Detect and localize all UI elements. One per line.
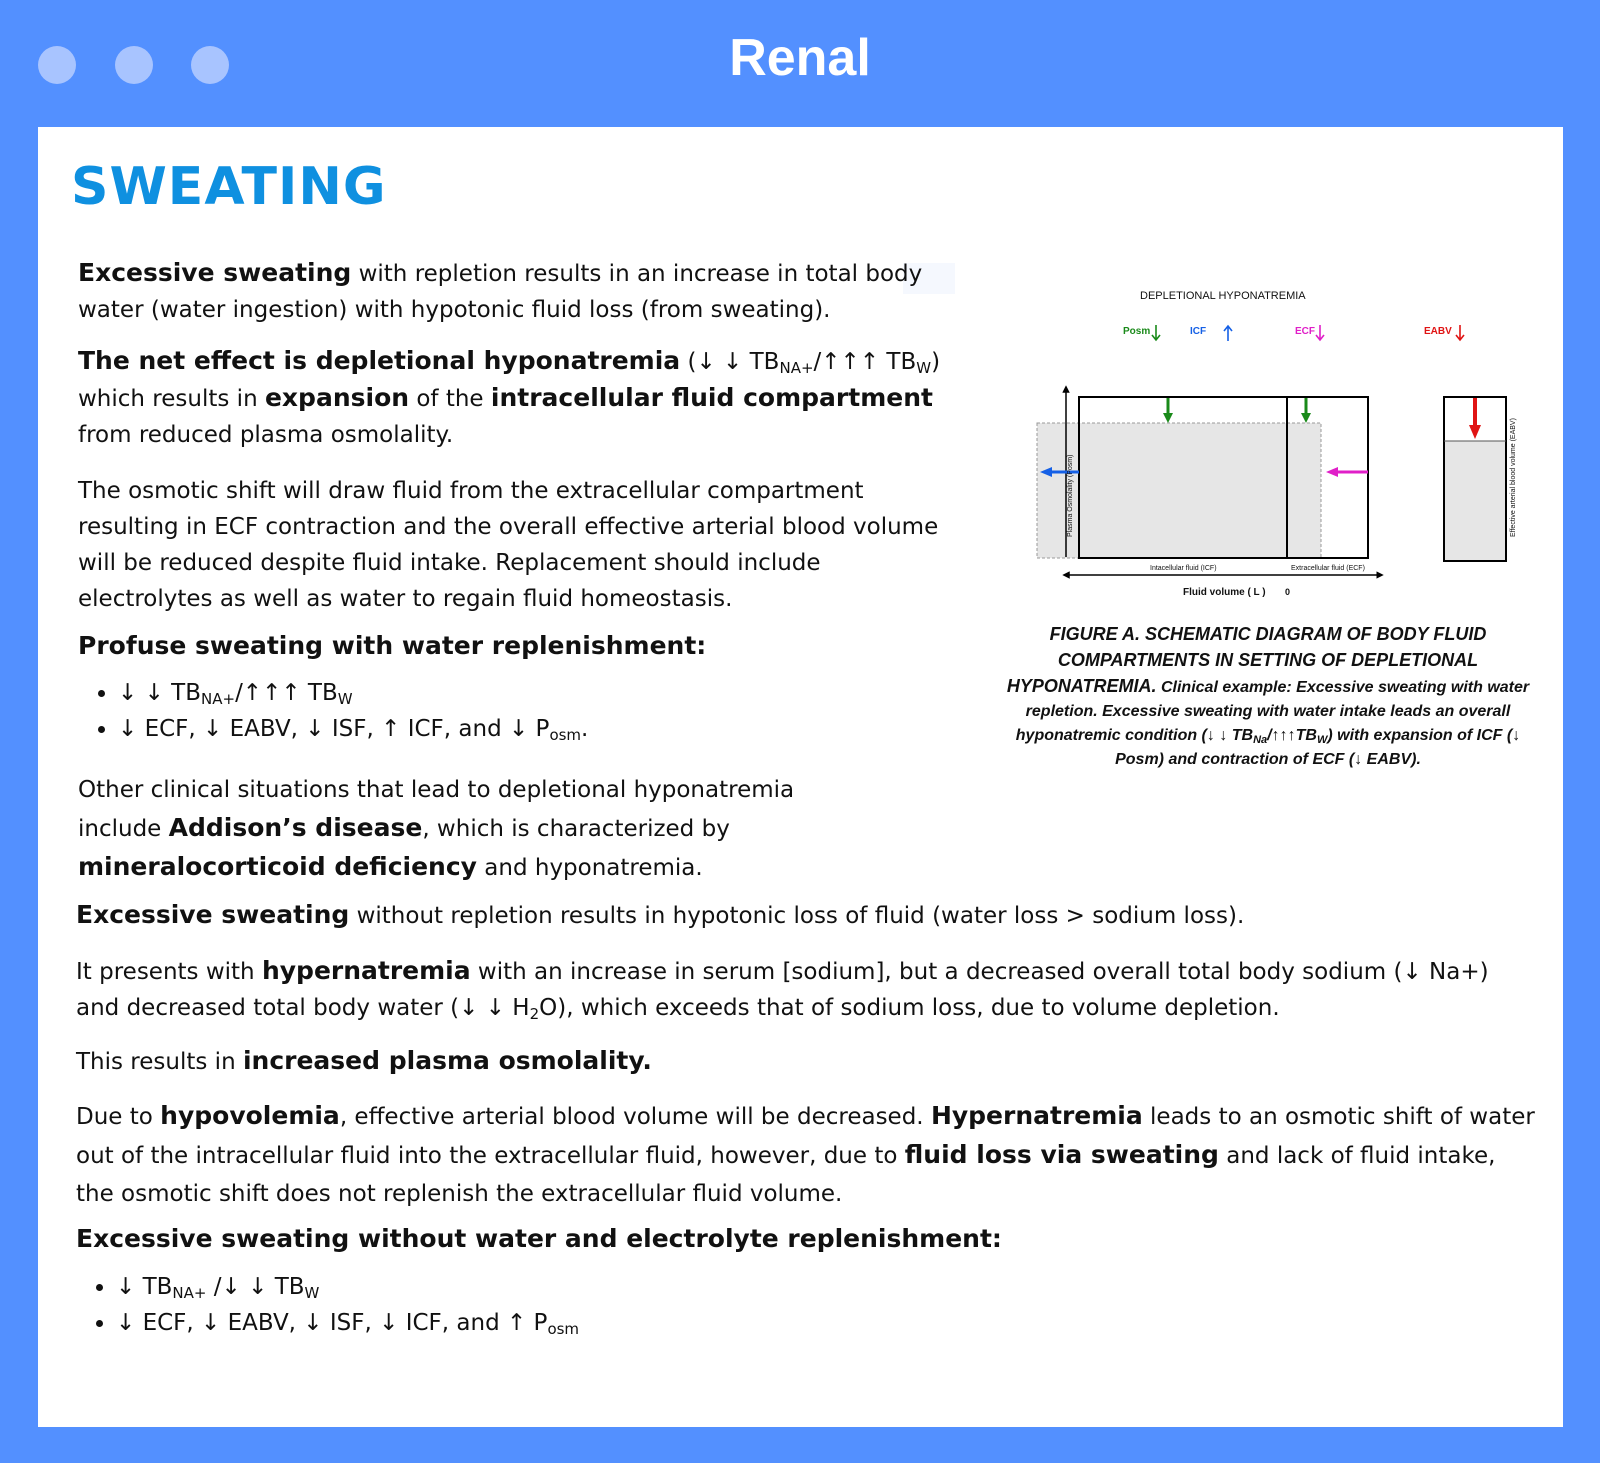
page-title: SWEATING <box>71 157 387 217</box>
eabv-fill <box>1445 441 1505 560</box>
indicator-posm: Posm <box>1123 326 1151 337</box>
arrow-left-icon <box>1326 467 1338 477</box>
paragraph-osmotic-shift: The osmotic shift will draw fluid from the extracellular compartment resulting in ECF contraction and the overall effective arterial blood volume will be reduced despite fluid intake. Replacement should include electrolytes as well as water to regain fluid homeostasis. <box>78 478 939 612</box>
arrow-up-icon <box>1224 326 1232 341</box>
list-item: • ↓ ↓ $TB_{NA+}/↑↑↑$ $TB_W$ <box>118 675 588 711</box>
arrow-down-icon <box>1456 325 1464 340</box>
window-title: Renal <box>729 29 871 87</box>
window-titlebar <box>0 0 1600 127</box>
figure-depletional-hyponatremia <box>998 277 1538 637</box>
paragraph-net-effect: The net effect is depletional hyponatremia (↓ ↓ $TB_{NA+}/↑↑↑$ $TB_W$) which results in expansion of the intracellular fluid compartment from reduced plasma osmolality. <box>78 346 941 448</box>
paragraph-plasma-osmolality: This results in increased plasma osmolality. <box>76 1046 652 1075</box>
figure-caption: FIGURE A. SCHEMATIC DIAGRAM OF BODY FLUID COMPARTMENTS IN SETTING OF DEPLETIONAL HYPONATREMIA. Clinical example: Excessive sweating with water repletion. Excessive sweating with water intake leads an overall hyponatremic condition (↓ ↓ $TB_{Na}/↑↑↑TB_W$) with expansion of ICF (↓ Posm) and contraction of ECF (↓ EABV). <box>1006 624 1530 768</box>
icf-label: Intacellular fluid (ICF) <box>1150 565 1217 572</box>
y-axis-label: Plasma Osmolality (Posm) <box>1067 454 1074 537</box>
bullet-list-no-replenishment <box>76 1269 579 1341</box>
x-axis-label: Fluid volume ( L ) <box>1183 587 1266 598</box>
arrow-down-icon <box>1163 413 1173 423</box>
paragraph-repletion: Excessive sweating with repletion results in an increase in total body water (water ingestion) with hypotonic fluid loss (from sweating). <box>78 258 923 323</box>
paragraph-hypernatremia: It presents with hypernatremia with an increase in serum [sodium], but a decreased overall total body sodium (↓ Na+) and decreased total body water (↓ ↓ $H_2O$), which exceeds that of sodium loss, due to volume depletion. <box>76 956 1489 1023</box>
indicator-eabv: EABV <box>1424 326 1452 337</box>
list-item: • ↓ ECF, ↓ EABV, ↓ ISF, ↑ ICF, and ↓ $P_{osm}$. <box>118 711 588 747</box>
list-item: • ↓ ECF, ↓ EABV, ↓ ISF, ↓ ICF, and ↑ $P_{osm}$ <box>116 1305 579 1341</box>
paragraph-addison: Other clinical situations that lead to depletional hyponatremia include Addison’s disease, which is characterized by mineralocorticoid deficiency and hyponatremia. <box>78 777 795 881</box>
indicator-icf: ICF <box>1190 326 1207 337</box>
subheading-excessive-sweating: Excessive sweating without water and electrolyte replenishment: <box>76 1224 1002 1253</box>
paragraph-hypovolemia: Due to hypovolemia, effective arterial blood volume will be decreased. Hypernatremia leads to an osmotic shift of water out of the intracellular fluid into the extracellular fluid, however, due to fluid loss via sweating and lack of fluid intake, the osmotic shift does not replenish the extracellular fluid volume. <box>76 1101 1535 1207</box>
ecf-label: Extracellular fluid (ECF) <box>1291 565 1365 572</box>
arrow-down-icon <box>1152 325 1160 340</box>
figure-title: Depletional hyponatremia <box>1140 290 1306 302</box>
list-item: • ↓ $TB_{NA+}$ /↓ ↓ $TB_W$ <box>116 1269 579 1305</box>
arrow-down-icon <box>1469 425 1481 439</box>
arrow-down-icon <box>1316 325 1324 340</box>
bullet-list-replenishment <box>78 675 588 747</box>
eabv-axis-label: Effective arterial blood volume (EABV) <box>1510 418 1517 537</box>
arrow-down-icon <box>1301 413 1311 423</box>
paragraph-without-repletion: Excessive sweating without repletion results in hypotonic loss of fluid (water loss > sodium loss). <box>76 900 1245 929</box>
zero-label: 0 <box>1285 587 1291 597</box>
content-panel <box>38 127 1563 1427</box>
indicator-ecf: ECF <box>1295 326 1315 337</box>
subheading-profuse-sweating: Profuse sweating with water replenishment: <box>78 631 707 660</box>
